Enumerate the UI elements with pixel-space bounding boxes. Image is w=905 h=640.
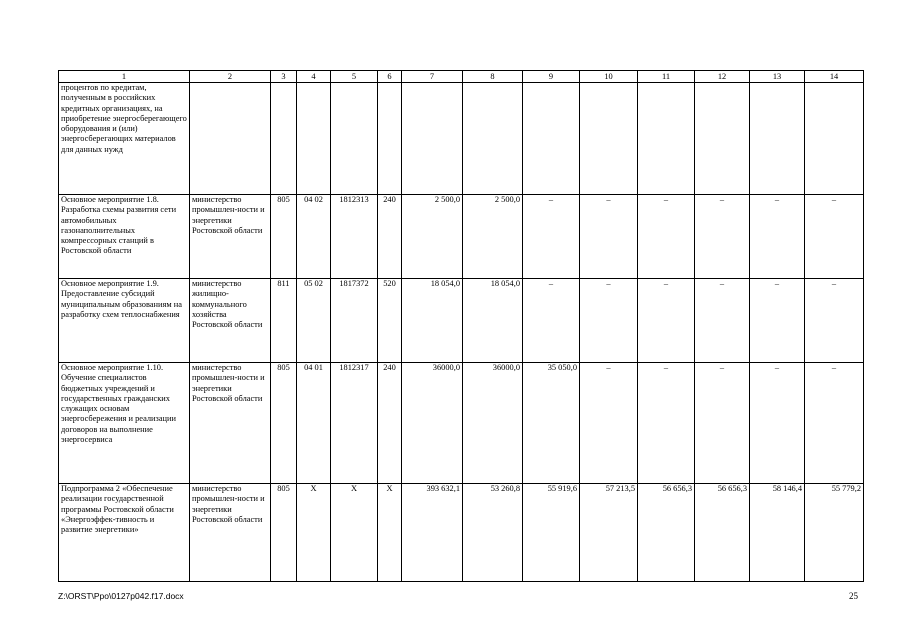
- column-number: 2: [190, 71, 271, 83]
- gov-code-cell: [271, 83, 297, 195]
- section-code-cell: 04 02: [297, 195, 331, 279]
- activity-name-cell: процентов по кредитам, полученным в российских кредитных организациях, на приобретение энергосберегающего оборудования и (или) энергосберегающих материалов для данных нужд: [59, 83, 190, 195]
- executor-cell: министерство жилищно-коммунального хозяйства Ростовской области: [190, 279, 271, 363]
- gov-code-cell: 805: [271, 195, 297, 279]
- year-value-cell: [580, 83, 638, 195]
- year-value-cell: –: [523, 195, 580, 279]
- year-value-cell: –: [750, 195, 805, 279]
- expense-type-cell: 520: [378, 279, 402, 363]
- year-value-cell: 58 146,4: [750, 484, 805, 582]
- executor-cell: министерство промышлен-ности и энергетики Ростовской области: [190, 363, 271, 484]
- activity-name-cell: Основное мероприятие 1.8. Разработка схемы развития сети автомобильных газонаполнительных компрессорных станций в Ростовской области: [59, 195, 190, 279]
- column-number: 11: [638, 71, 695, 83]
- year-value-cell: –: [695, 195, 750, 279]
- year-value-cell: –: [805, 363, 864, 484]
- year-value-cell: –: [695, 279, 750, 363]
- activity-name-cell: Подпрограмма 2 «Обеспечение реализации государственной программы Ростовской области «Энергоэффек-тивность и развитие энергетики»: [59, 484, 190, 582]
- column-number: 8: [463, 71, 523, 83]
- column-number: 13: [750, 71, 805, 83]
- expense-type-cell: [378, 83, 402, 195]
- year-value-cell: 56 656,3: [638, 484, 695, 582]
- year-value-cell: 2 500,0: [463, 195, 523, 279]
- expense-type-cell: 240: [378, 195, 402, 279]
- year-value-cell: 36000,0: [463, 363, 523, 484]
- year-value-cell: –: [580, 195, 638, 279]
- section-code-cell: 04 01: [297, 363, 331, 484]
- total-cell: 2 500,0: [402, 195, 463, 279]
- gov-code-cell: 805: [271, 484, 297, 582]
- gov-code-cell: 805: [271, 363, 297, 484]
- column-number: 9: [523, 71, 580, 83]
- year-value-cell: [638, 83, 695, 195]
- column-number-row: [59, 71, 864, 83]
- year-value-cell: –: [638, 279, 695, 363]
- column-number: 3: [271, 71, 297, 83]
- table-row: [59, 83, 864, 195]
- year-value-cell: –: [523, 279, 580, 363]
- year-value-cell: –: [750, 279, 805, 363]
- total-cell: [402, 83, 463, 195]
- column-number: 4: [297, 71, 331, 83]
- year-value-cell: 57 213,5: [580, 484, 638, 582]
- document-path: Z:\ORST\Ppo\0127p042.f17.docx: [58, 591, 184, 601]
- year-value-cell: [463, 83, 523, 195]
- year-value-cell: –: [638, 195, 695, 279]
- executor-cell: министерство промышлен-ности и энергетики Ростовской области: [190, 195, 271, 279]
- table-row: [59, 279, 864, 363]
- executor-cell: министерство промышлен-ности и энергетики Ростовской области: [190, 484, 271, 582]
- year-value-cell: –: [805, 195, 864, 279]
- year-value-cell: [695, 83, 750, 195]
- expense-type-cell: 240: [378, 363, 402, 484]
- target-code-cell: 1812313: [331, 195, 378, 279]
- total-cell: 18 054,0: [402, 279, 463, 363]
- year-value-cell: –: [638, 363, 695, 484]
- column-number: 7: [402, 71, 463, 83]
- target-code-cell: [331, 83, 378, 195]
- table-row: [59, 484, 864, 582]
- year-value-cell: –: [695, 363, 750, 484]
- year-value-cell: [523, 83, 580, 195]
- table-row: [59, 363, 864, 484]
- year-value-cell: –: [805, 279, 864, 363]
- year-value-cell: 53 260,8: [463, 484, 523, 582]
- year-value-cell: 56 656,3: [695, 484, 750, 582]
- budget-table: [58, 70, 864, 582]
- section-code-cell: Х: [297, 484, 331, 582]
- target-code-cell: 1817372: [331, 279, 378, 363]
- year-value-cell: –: [580, 363, 638, 484]
- activity-name-cell: Основное мероприятие 1.9. Предоставление субсидий муниципальным образованиям на разработку схем теплоснабжения: [59, 279, 190, 363]
- column-number: 1: [59, 71, 190, 83]
- column-number: 10: [580, 71, 638, 83]
- section-code-cell: [297, 83, 331, 195]
- executor-cell: [190, 83, 271, 195]
- table-row: [59, 195, 864, 279]
- year-value-cell: [750, 83, 805, 195]
- target-code-cell: 1812317: [331, 363, 378, 484]
- activity-name-cell: Основное мероприятие 1.10. Обучение специалистов бюджетных учреждений и государственных гражданских служащих основам энергосбережения и реализации договоров на выполнение энергосервиса: [59, 363, 190, 484]
- target-code-cell: Х: [331, 484, 378, 582]
- year-value-cell: 35 050,0: [523, 363, 580, 484]
- column-number: 14: [805, 71, 864, 83]
- column-number: 6: [378, 71, 402, 83]
- page-number: 25: [849, 591, 858, 601]
- column-number: 12: [695, 71, 750, 83]
- column-number: 5: [331, 71, 378, 83]
- total-cell: 393 632,1: [402, 484, 463, 582]
- expense-type-cell: Х: [378, 484, 402, 582]
- year-value-cell: 55 779,2: [805, 484, 864, 582]
- total-cell: 36000,0: [402, 363, 463, 484]
- year-value-cell: 18 054,0: [463, 279, 523, 363]
- year-value-cell: –: [750, 363, 805, 484]
- section-code-cell: 05 02: [297, 279, 331, 363]
- year-value-cell: [805, 83, 864, 195]
- year-value-cell: 55 919,6: [523, 484, 580, 582]
- gov-code-cell: 811: [271, 279, 297, 363]
- year-value-cell: –: [580, 279, 638, 363]
